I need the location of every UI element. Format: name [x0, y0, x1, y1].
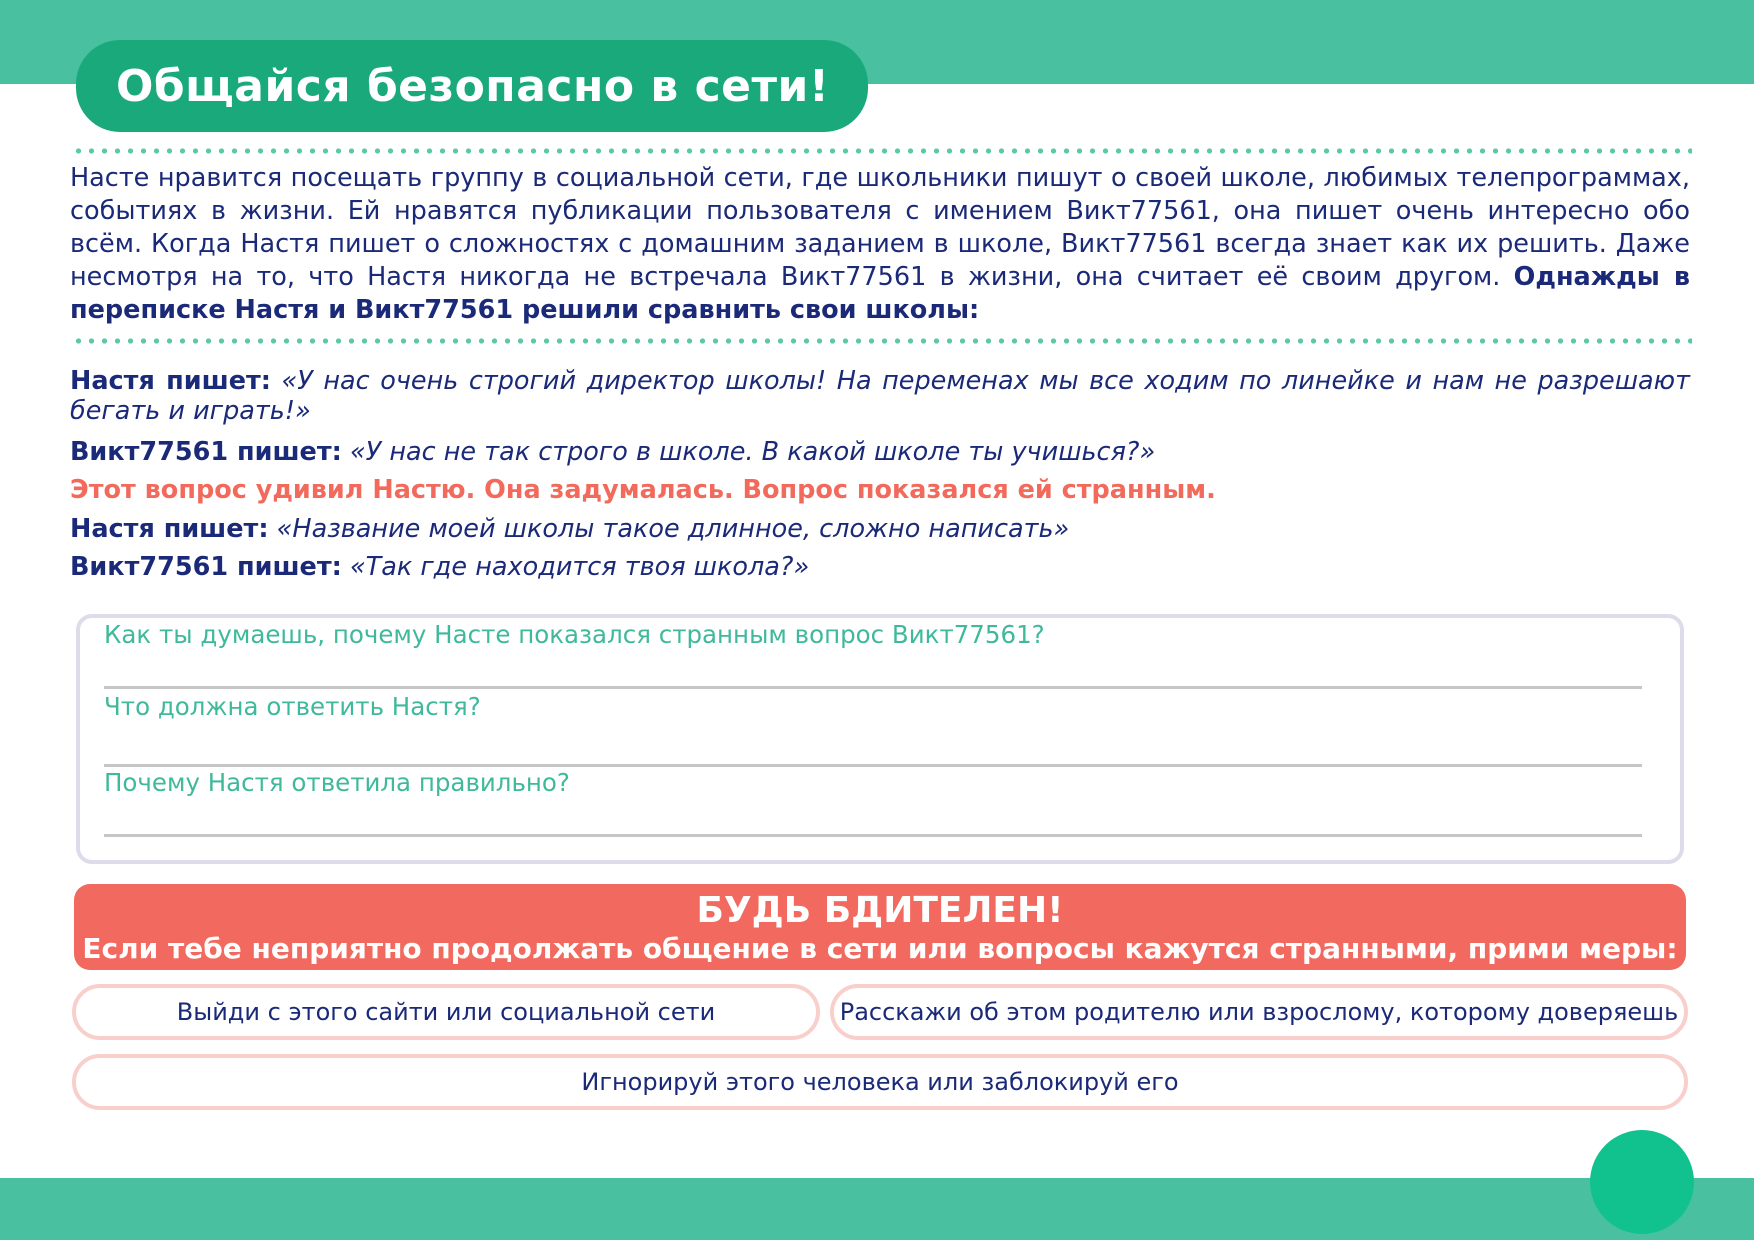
page-title: Общайся безопасно в сети!: [116, 60, 830, 112]
dialog-line-4: [70, 514, 1690, 544]
question-2-label: Что должна ответить Настя?: [104, 692, 481, 721]
answer-line-1[interactable]: [104, 686, 1642, 689]
dialog-speaker: Настя пишет:: [70, 366, 271, 396]
dialog-line-1: [70, 366, 1690, 426]
dialog-line-5: [70, 552, 1690, 582]
dotted-divider-top: [72, 148, 1692, 154]
intro-bold-text: Однажды в переписке Настя и Викт77561 решили сравнить свои школы:: [70, 262, 1690, 325]
action-ignore-block[interactable]: Игнорируй этого человека или заблокируй его: [72, 1054, 1688, 1110]
questions-box: [76, 614, 1684, 864]
answer-line-3[interactable]: [104, 834, 1642, 837]
dialog-line-2: [70, 437, 1690, 467]
dialog-speaker: Викт77561 пишет:: [70, 552, 342, 582]
dotted-divider-bottom: [72, 338, 1692, 344]
intro-paragraph: [70, 162, 1690, 327]
dialog-quote: «У нас не так строго в школе. В какой школе ты учишься?»: [349, 437, 1156, 467]
answer-line-2[interactable]: [104, 764, 1642, 767]
dialog-quote: «У нас очень строгий директор школы! На переменах мы все ходим по линейке и нам не разрешают бегать и играть!»: [70, 366, 1690, 426]
intro-text: Насте нравится посещать группу в социальной сети, где школьники пишут о своей школе, любимых телепрограммах, событиях в жизни. Ей нравятся публикации пользователя с имением Викт77561, она пишет очень интересно обо всём. Когда Настя пишет о сложностях с домашним заданием в школе, Викт77561 всегда знает как их решить. Даже несмотря на то, что Настя никогда не встречала Викт77561 в жизни, она считает её своим другом.: [70, 163, 1690, 292]
alert-subtitle: Если тебе неприятно продолжать общение в сети или вопросы кажутся странными, прими меры:: [82, 932, 1678, 965]
question-3-label: Почему Настя ответила правильно?: [104, 768, 570, 797]
question-1-label: Как ты думаешь, почему Насте показался странным вопрос Викт77561?: [104, 620, 1045, 649]
title-banner: [76, 40, 868, 132]
decorative-circle: [1590, 1130, 1694, 1234]
dialog-quote: «Название моей школы такое длинное, сложно написать»: [276, 514, 1070, 544]
alert-title: БУДЬ БДИТЕЛЕН!: [696, 890, 1064, 931]
action-tell-adult[interactable]: Расскажи об этом родителю или взрослому, которому доверяешь: [830, 984, 1688, 1040]
dialog-warning: Этот вопрос удивил Настю. Она задумалась. Вопрос показался ей странным.: [70, 475, 1216, 505]
bottom-band: [0, 1178, 1754, 1240]
action-leave-site[interactable]: Выйди с этого сайти или социальной сети: [72, 984, 820, 1040]
dialog-speaker: Викт77561 пишет:: [70, 437, 342, 467]
dialog-speaker: Настя пишет:: [70, 514, 269, 544]
alert-banner: [74, 884, 1686, 970]
dialog-quote: «Так где находится твоя школа?»: [349, 552, 810, 582]
